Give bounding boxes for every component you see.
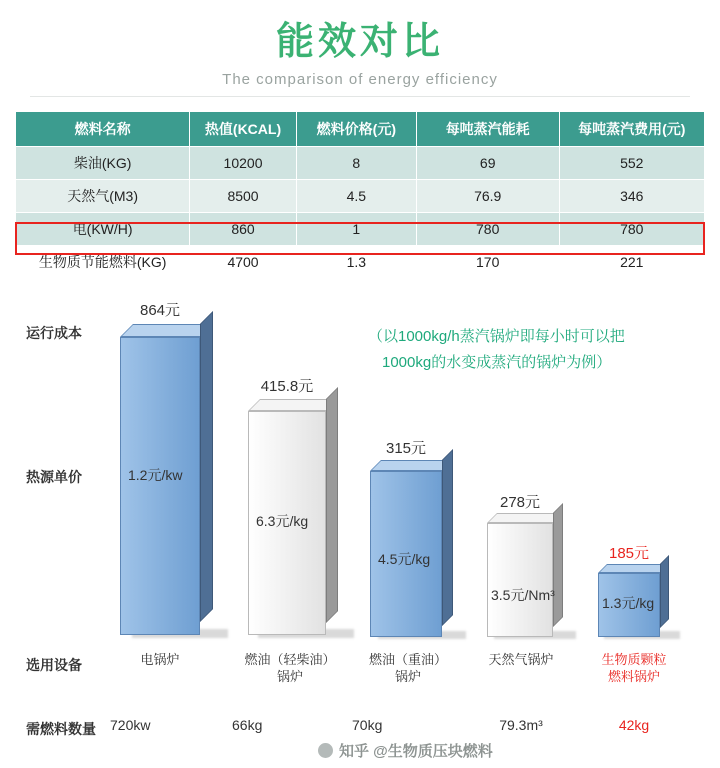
- table-header-row: [16, 112, 705, 147]
- cell-fuel-price: 1.3: [296, 246, 416, 279]
- cell-fuel-price: 4.5: [296, 180, 416, 213]
- bar-value-label: 315元: [385, 440, 427, 457]
- watermark-text: 知乎 @生物质压块燃料: [339, 743, 493, 760]
- fuel-qty-1: 720kw: [110, 717, 151, 733]
- fuel-qty-3: 70kg: [352, 717, 383, 733]
- bar-side-face: [200, 311, 213, 622]
- watermark: [318, 740, 493, 761]
- fuel-qty-4: 79.3m³: [499, 717, 543, 733]
- note-line-1: （以1000kg/h蒸汽锅炉即每小时可以把: [368, 328, 625, 345]
- bar-value-label: 415.8元: [260, 378, 314, 395]
- cell-fuel-name: 天然气(M3): [16, 180, 190, 213]
- cell-steam-cost: 221: [559, 246, 704, 279]
- fuel-qty-2: 66kg: [232, 717, 263, 733]
- caption-line: 燃料锅炉: [607, 669, 660, 684]
- page-header: [0, 0, 720, 97]
- bar-unit-price-label: 3.5元/Nm³: [491, 587, 555, 603]
- bar-value-label: 864元: [139, 302, 181, 319]
- bar-electric-boiler: [120, 302, 200, 635]
- bar-unit-price-label: 6.3元/kg: [256, 513, 309, 529]
- cell-steam-consumption: 69: [416, 147, 559, 180]
- cell-steam-consumption: 170: [416, 246, 559, 279]
- page-subtitle: The comparison of energy efficiency: [222, 71, 498, 88]
- bar-value-label: 185元: [608, 545, 650, 562]
- label-equipment: 选用设备: [26, 657, 82, 673]
- bar-front-face: [120, 337, 200, 635]
- caption-line: 锅炉: [276, 669, 303, 684]
- caption-line: 天然气锅炉: [488, 652, 554, 667]
- fuel-qty-5: 42kg: [618, 717, 650, 733]
- caption-line: 锅炉: [394, 669, 421, 684]
- cell-steam-cost: 552: [559, 147, 704, 180]
- bar-side-face: [326, 387, 338, 623]
- cell-steam-consumption: 780: [416, 213, 559, 246]
- col-fuel-name: 燃料名称: [16, 112, 190, 147]
- equipment-caption-5: [578, 651, 690, 685]
- energy-table-wrap: [15, 111, 705, 279]
- table-row-highlighted: [16, 246, 705, 279]
- caption-line: 生物质颗粒: [601, 652, 667, 667]
- col-steam-consumption: 每吨蒸汽能耗: [416, 112, 559, 147]
- cell-fuel-price: 1: [296, 213, 416, 246]
- bar-biomass-pellet-boiler: [598, 545, 660, 637]
- equipment-caption-3: [352, 651, 464, 685]
- equipment-caption-2: [232, 651, 348, 685]
- page-title: 能效对比: [275, 19, 444, 63]
- bar-side-face: [660, 555, 669, 628]
- note-line-2: 1000kg的水变成蒸汽的锅炉为例）: [382, 354, 612, 371]
- bar-side-face: [442, 449, 453, 626]
- bar-front-face: [487, 523, 553, 637]
- bar-top-face: [248, 399, 338, 411]
- bar-side-face: [553, 503, 563, 627]
- caption-line: 燃油（重油）: [368, 652, 447, 667]
- bar-top-face: [487, 513, 563, 523]
- equipment-caption-4: [466, 651, 576, 668]
- cell-steam-cost: 346: [559, 180, 704, 213]
- cell-heat-value: 860: [190, 213, 297, 246]
- bar-light-diesel-boiler: [248, 378, 326, 635]
- bar-unit-price-label: 1.3元/kg: [602, 595, 655, 611]
- cell-fuel-name: 电(KW/H): [16, 213, 190, 246]
- bar-unit-price-label: 4.5元/kg: [378, 551, 431, 567]
- watermark-logo-icon: [318, 743, 333, 758]
- caption-line: 燃油（轻柴油）: [244, 652, 336, 667]
- table-row: [16, 213, 705, 246]
- cell-fuel-name: 柴油(KG): [16, 147, 190, 180]
- cell-heat-value: 4700: [190, 246, 297, 279]
- label-fuel-qty: 需燃料数量: [26, 721, 96, 737]
- table-row: [16, 147, 705, 180]
- label-heat-unit-price: 热源单价: [26, 469, 82, 485]
- cell-heat-value: 10200: [190, 147, 297, 180]
- cell-fuel-price: 8: [296, 147, 416, 180]
- energy-comparison-table: [15, 111, 705, 279]
- bar-heavy-oil-boiler: [370, 440, 442, 637]
- bar-chart: [0, 299, 720, 759]
- bar-unit-price-label: 1.2元/kw: [128, 467, 183, 483]
- equipment-caption-1: [110, 651, 210, 668]
- cell-heat-value: 8500: [190, 180, 297, 213]
- bar-natural-gas-boiler: [487, 494, 555, 637]
- col-steam-cost: 每吨蒸汽费用(元): [559, 112, 704, 147]
- col-heat-value: 热值(KCAL): [190, 112, 297, 147]
- caption-line: 电锅炉: [140, 652, 180, 667]
- table-row: [16, 180, 705, 213]
- col-fuel-price: 燃料价格(元): [296, 112, 416, 147]
- chart-note: [368, 324, 698, 376]
- label-running-cost: 运行成本: [26, 325, 82, 341]
- bar-value-label: 278元: [499, 494, 541, 511]
- cell-steam-cost: 780: [559, 213, 704, 246]
- bar-top-face: [370, 460, 453, 471]
- bar-top-face: [598, 564, 669, 573]
- header-divider: [30, 96, 690, 97]
- cell-steam-consumption: 76.9: [416, 180, 559, 213]
- cell-fuel-name: 生物质节能燃料(KG): [16, 246, 190, 279]
